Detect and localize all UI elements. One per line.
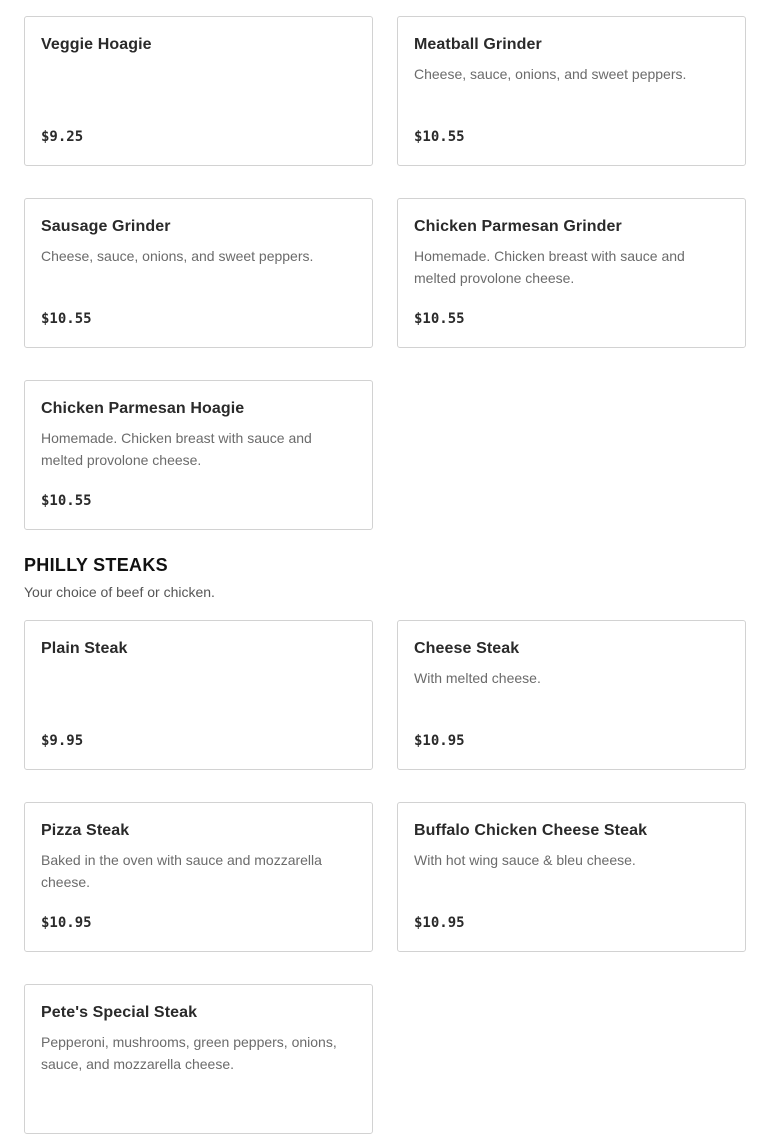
menu-item-description: Homemade. Chicken breast with sauce and melted provolone cheese. [414,248,685,286]
menu-item-card[interactable] [24,802,373,952]
menu-item-name: Plain Steak [41,640,128,657]
menu-item-price: $10.55 [41,311,92,327]
menu-item-name: Buffalo Chicken Cheese Steak [414,822,648,839]
menu-item-name: Chicken Parmesan Grinder [414,218,622,235]
menu-item-price: $10.95 [414,915,465,931]
menu-item-price: $10.55 [41,493,92,509]
menu-item-card[interactable] [397,802,746,952]
menu-item-description: Baked in the oven with sauce and mozzarella cheese. [41,852,322,890]
menu-item-description: Cheese, sauce, onions, and sweet peppers. [41,248,314,264]
menu-item-name: Veggie Hoagie [41,36,152,53]
menu-item-card[interactable] [24,16,373,166]
menu-item-name: Meatball Grinder [414,36,542,53]
section-title: PHILLY STEAKS [24,555,168,575]
section-description: Your choice of beef or chicken. [24,584,215,600]
menu-item-description: Pepperoni, mushrooms, green peppers, onions, sauce, and mozzarella cheese. [41,1034,337,1072]
menu-item-name: Pete's Special Steak [41,1004,198,1021]
menu-item-price: $10.55 [414,311,465,327]
menu-item-card[interactable] [24,620,373,770]
menu-item-card[interactable] [24,984,373,1134]
menu-item-card[interactable] [397,16,746,166]
menu-item-price: $10.55 [414,129,465,145]
menu-item-description: Cheese, sauce, onions, and sweet peppers. [414,66,687,82]
menu-item-card[interactable] [397,620,746,770]
menu-item-price: $10.95 [41,915,92,931]
menu-item-name: Pizza Steak [41,822,130,839]
menu-item-description: Homemade. Chicken breast with sauce and melted provolone cheese. [41,430,312,468]
menu-item-card[interactable] [397,198,746,348]
menu-item-name: Chicken Parmesan Hoagie [41,400,245,417]
menu-item-name: Sausage Grinder [41,218,171,235]
menu-item-description: With hot wing sauce & bleu cheese. [414,852,636,868]
menu-item-card[interactable] [24,380,373,530]
menu-item-name: Cheese Steak [414,640,520,657]
menu-item-card[interactable] [24,198,373,348]
menu-item-price: $9.25 [41,129,84,145]
menu-item-description: With melted cheese. [414,670,541,686]
menu-item-price: $9.95 [41,733,84,749]
menu-item-price: $10.95 [414,733,465,749]
